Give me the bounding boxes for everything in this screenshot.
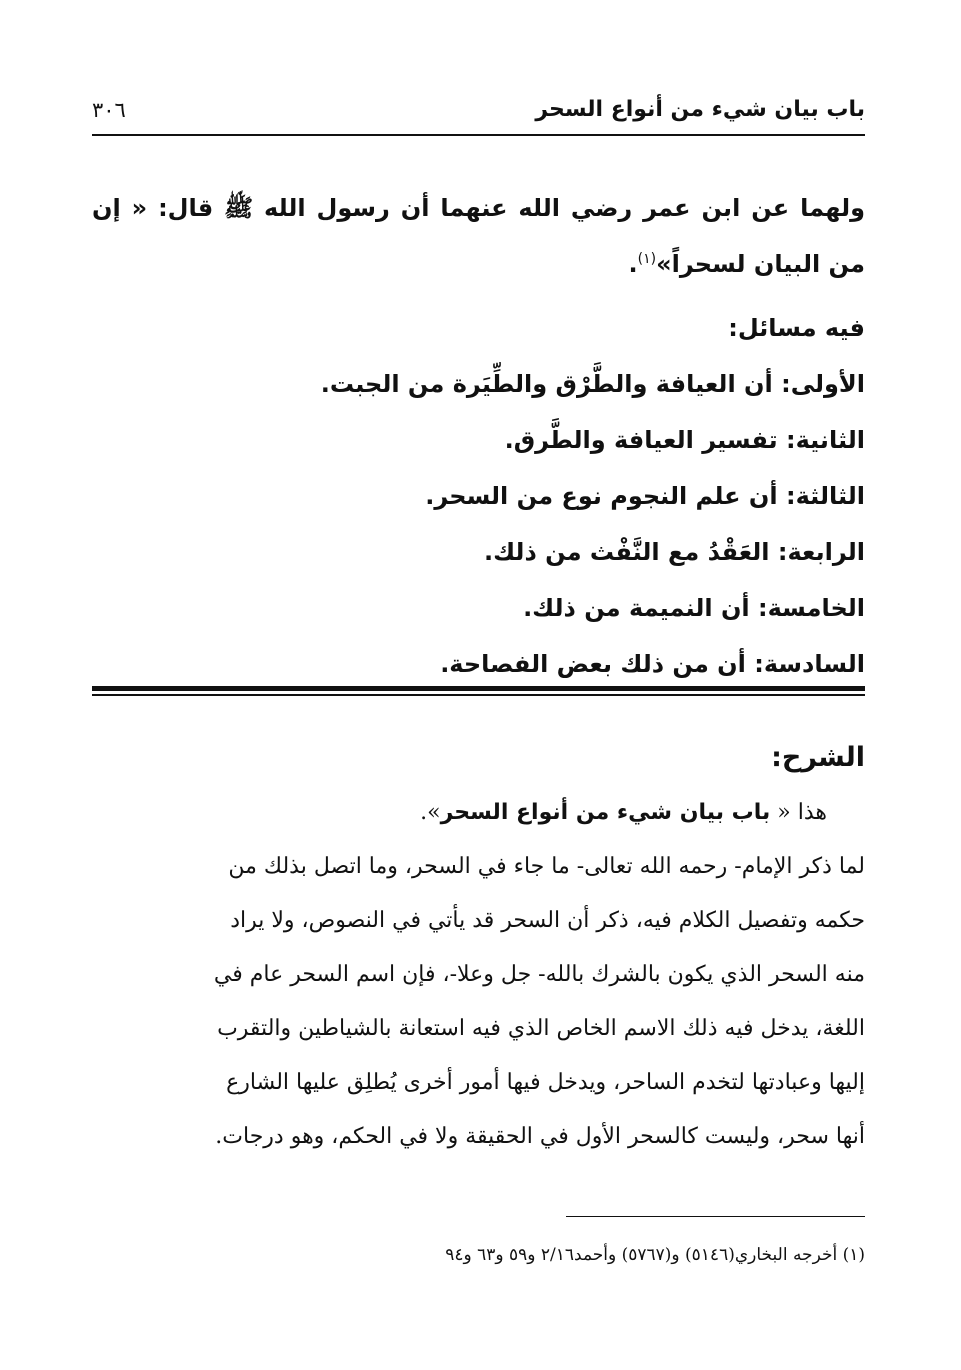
issues-section (92, 300, 865, 692)
chapter-title: باب بيان شيء من أنواع السحر (535, 97, 865, 122)
intro-chapter-title: باب بيان شيء من أنواع السحر (440, 800, 771, 825)
issue-item: الثالثة: أن علم النجوم نوع من السحر. (425, 482, 865, 510)
page-number: ٣٠٦ (92, 98, 126, 122)
commentary-intro (92, 786, 865, 840)
header-divider (92, 134, 865, 136)
commentary-line: أنها سحر، وليست كالسحر الأول في الحقيقة ولا في الحكم، وهو درجات. (215, 1124, 865, 1149)
hadith-end: . (628, 250, 638, 278)
commentary-line: حكمه وتفصيل الكلام فيه، ذكر أن السحر قد يأتي في النصوص، ولا يراد (230, 908, 865, 933)
footnote-reference: (١) (637, 251, 657, 267)
commentary-line: منه السحر الذي يكون بالشرك بالله- جل وعلا-، فإن اسم السحر عام في (213, 962, 865, 987)
issue-item: الرابعة: العَقْدُ مع النَّفْث من ذلك. (483, 538, 865, 566)
issues-heading: فيه مسائل: (728, 314, 865, 342)
issue-item: الأولى: أن العيافة والطَّرْق والطِّيَرة من الجبت. (320, 370, 865, 398)
section-divider (92, 686, 865, 697)
commentary-line: إليها وعبادتها لتخدم الساحر، ويدخل فيها أمور أخرى يُطلِق عليها الشارع (226, 1070, 865, 1095)
issue-item: السادسة: أن من ذلك بعض الفصاحة. (440, 650, 865, 678)
footnote: (١) أخرجه البخاري(٥١٤٦) و(٥٧٦٧) وأحمد٢/١٦ و٥٩ و٦٣ و٩٤ (445, 1245, 865, 1265)
issue-item: الخامسة: أن النميمة من ذلك. (523, 594, 865, 622)
footnote-divider (566, 1216, 865, 1217)
hadith-narration: ولهما عن ابن عمر رضي الله عنهما أن رسول الله ﷺ قال: (158, 194, 865, 222)
intro-prefix: هذا « (777, 800, 827, 825)
divider-thin-line (92, 694, 865, 696)
commentary-line: لما ذكر الإمام- رحمه الله تعالى- ما جاء في السحر، وما اتصل بذلك من (228, 854, 865, 879)
running-header (92, 92, 865, 132)
hadith-paragraph (92, 180, 865, 292)
commentary-heading: الشرح: (771, 742, 865, 773)
issue-item: الثانية: تفسير العيافة والطَّرق. (504, 426, 865, 454)
commentary-body (92, 840, 865, 1164)
commentary-section (92, 730, 865, 1164)
divider-thick-line (92, 686, 865, 691)
intro-suffix: ». (420, 800, 441, 825)
hadith-quote: « إن من البيان لسحراً» (92, 194, 865, 278)
commentary-line: اللغة، يدخل فيه ذلك الاسم الخاص الذي فيه استعانة بالشياطين والتقرب (217, 1016, 865, 1041)
